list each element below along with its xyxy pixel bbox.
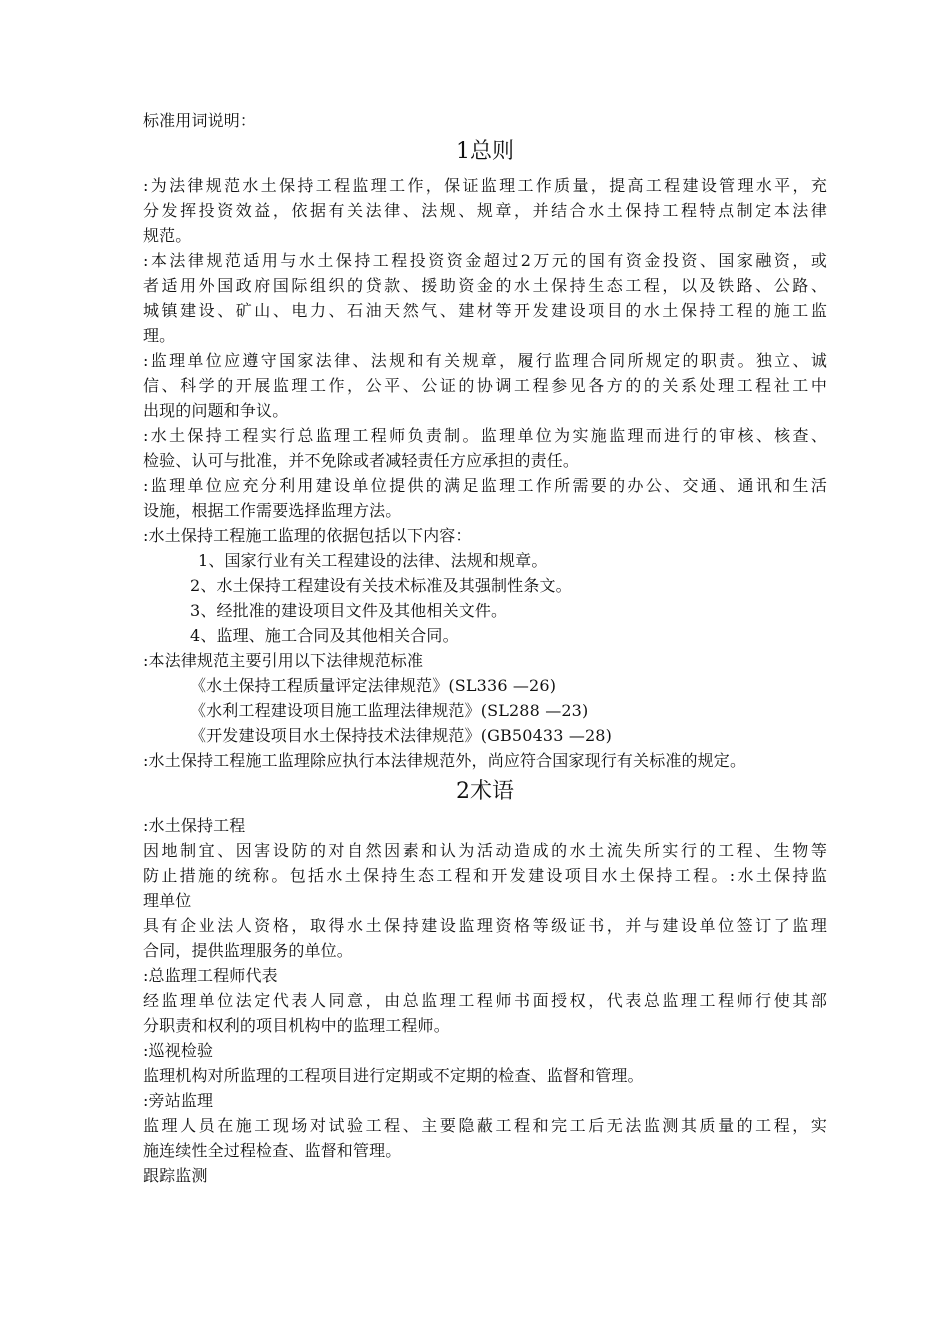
list-item: 2、水土保持工程建设有关技术标准及其强制性条文。: [190, 576, 572, 595]
text-line: 出现的问题和争议。: [143, 401, 289, 420]
intro-line: 标准用词说明：: [143, 111, 257, 130]
list-item: 4、监理、施工合同及其他相关合同。: [190, 626, 459, 645]
terms-body: [143, 813, 827, 1188]
text-line: 防止措施的统称。包括水土保持生态工程和开发建设项目水土保持工程。:水土保持监: [143, 866, 827, 885]
paragraph-basis-intro: :水土保持工程施工监理的依据包括以下内容：: [143, 526, 472, 545]
paragraph-scope: [143, 248, 827, 348]
references-list: [143, 673, 827, 748]
text-line: 因地制宜、因害设防的对自然因素和认为活动造成的水土流失所实行的工程、生物等: [143, 841, 827, 860]
text-line: 经监理单位法定代表人同意，由总监理工程师书面授权，代表总监理工程师行使其部: [143, 991, 827, 1010]
text-line: 施连续性全过程检查、监督和管理。: [143, 1141, 402, 1160]
text-line: 理。: [143, 326, 176, 345]
text-line: 监理人员在施工现场对试验工程、主要隐蔽工程和完工后无法监测其质量的工程，实: [143, 1116, 827, 1135]
paragraph-compliance: :水土保持工程施工监理除应执行本法律规范外，尚应符合国家现行有关标准的规定。: [143, 751, 747, 770]
list-item: 1、国家行业有关工程建设的法律、法规和规章。: [198, 551, 548, 570]
text-line: 城镇建设、矿山、电力、石油天然气、建材等开发建设项目的水土保持工程的施工监: [143, 301, 827, 320]
text-line: 监理机构对所监理的工程项目进行定期或不定期的检查、监督和管理。: [143, 1066, 644, 1085]
paragraph-responsibility: [143, 423, 827, 473]
basis-list: [143, 548, 827, 648]
text-line: 者适用外国政府国际组织的贷款、援助资金的水土保持生态工程，以及铁路、公路、: [143, 276, 827, 295]
paragraph-duties: [143, 348, 827, 423]
text-line: :水土保持工程实行总监理工程师负责制。监理单位为实施监理而进行的审核、核查、: [143, 426, 827, 445]
list-item: 3、经批准的建设项目文件及其他相关文件。: [190, 601, 508, 620]
text-line: 分职责和权利的项目机构中的监理工程师。: [143, 1016, 450, 1035]
term-title: :水土保持工程: [143, 816, 246, 835]
text-line: 设施，根据工作需要选择监理方法。: [143, 501, 402, 520]
text-line: 合同，提供监理服务的单位。: [143, 941, 353, 960]
text-line: 理单位: [143, 891, 192, 910]
term-title: 跟踪监测: [143, 1166, 208, 1185]
term-title: :总监理工程师代表: [143, 966, 278, 985]
paragraph-purpose: [143, 173, 827, 248]
paragraph-references-intro: :本法律规范主要引用以下法律规范标准: [143, 651, 424, 670]
text-line: :监理单位应遵守国家法律、法规和有关规章，履行监理合同所规定的职责。独立、诚: [143, 351, 827, 370]
paragraph-facilities: [143, 473, 827, 523]
text-line: 规范。: [143, 226, 192, 245]
text-line: :本法律规范适用与水土保持工程投资资金超过2万元的国有资金投资、国家融资，或: [143, 251, 827, 270]
reference-item: 《水土保持工程质量评定法律规范》(SL336 —26): [190, 676, 557, 695]
section-heading-terms: 2术语: [456, 779, 514, 804]
reference-item: 《水利工程建设项目施工监理法律规范》(SL288 —23): [190, 701, 589, 720]
text-line: 具有企业法人资格，取得水土保持建设监理资格等级证书，并与建设单位签订了监理: [143, 916, 827, 935]
document-page: [143, 108, 827, 1188]
term-title: :巡视检验: [143, 1041, 214, 1060]
text-line: :监理单位应充分利用建设单位提供的满足监理工作所需要的办公、交通、通讯和生活: [143, 476, 827, 495]
term-title: :旁站监理: [143, 1091, 214, 1110]
text-line: 信、科学的开展监理工作，公平、公证的协调工程参见各方的的关系处理工程社工中: [143, 376, 827, 395]
text-line: 分发挥投资效益，依据有关法律、法规、规章，并结合水土保持工程特点制定本法律: [143, 201, 827, 220]
section-heading-general: 1总则: [456, 139, 514, 164]
text-line: 检验、认可与批准，并不免除或者减轻责任方应承担的责任。: [143, 451, 580, 470]
text-line: :为法律规范水土保持工程监理工作，保证监理工作质量，提高工程建设管理水平，充: [143, 176, 827, 195]
reference-item: 《开发建设项目水土保持技术法律规范》(GB50433 —28): [190, 726, 613, 745]
